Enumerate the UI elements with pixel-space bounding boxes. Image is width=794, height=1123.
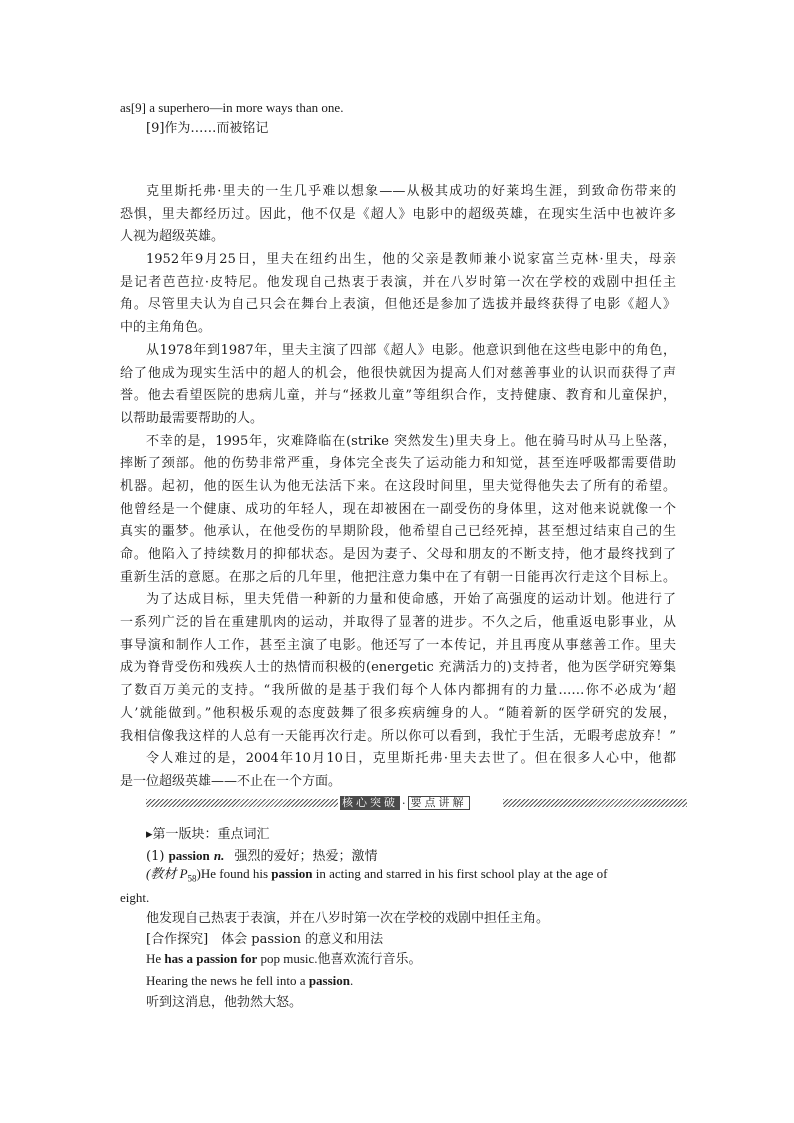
s2-keyword: passion [308, 973, 351, 988]
example-continued: eight. [120, 890, 150, 905]
vocab-entry [146, 847, 378, 866]
s2-post: . [350, 973, 354, 988]
section-label-dark: 核心突破 [342, 796, 398, 809]
text-row: 机器。起初，他的医生认为他无法活下来。在这段时间里，里夫觉得他失去了所有的希望。 [120, 478, 676, 494]
text-row: 恐惧，里夫都经历过。因此，他不仅是《超人》电影中的超级英雄，在现实生活中也被许多 [120, 206, 676, 222]
entry-meaning: 强烈的爱好；热爱；激情 [234, 849, 378, 864]
example-keyword: passion [271, 866, 313, 881]
text-row: 他曾经是一个健康、成功的年轻人，现在却被困在一副受伤的身体里，这对他来说就像一个 [120, 501, 676, 517]
s1-pre: He [146, 951, 165, 966]
s1-keyword: has a passion for [164, 951, 258, 966]
s2-pre: Hearing the news he fell into a [146, 973, 309, 988]
header-english-line: as[9] a superhero—in more ways than one. [120, 100, 344, 115]
text-row: 誉。他去看望医院的患病儿童，并与“拯救儿童”等组织合作，支持健康、教育和儿童保护， [120, 388, 676, 404]
divider-hatch-left [146, 799, 338, 807]
footnote-line: [9]作为……而被铭记 [146, 121, 269, 136]
section-label-light: 要点讲解 [408, 796, 470, 810]
text-row: 1952年9月25日，里夫在纽约出生，他的父亲是教师兼小说家富兰克林·里夫，母亲 [146, 252, 676, 268]
text-row: 为了达成目标，里夫凭借一种新的力量和使命感，开始了高强度的运动计划。他进行了 [146, 592, 676, 608]
text-row: 不幸的是，1995年，灾难降临在(strike 突然发生)里夫身上。他在骑马时从马上坠落， [146, 433, 676, 449]
example-pre: )He found his [196, 866, 272, 881]
translation-body [120, 181, 676, 794]
block-title: ▸第一版块：重点词汇 [146, 827, 270, 842]
sentence-2 [146, 972, 353, 990]
entry-word: passion [168, 848, 210, 863]
sentence-1 [146, 950, 422, 968]
text-row: 人’就能做到。”他积极乐观的态度鼓舞了很多疾病缠身的人。“随着新的医学研究的发展， [120, 705, 676, 721]
text-row: 真实的噩梦。他承认，在他受伤的早期阶段，他希望自己已经死掉，甚至想过结束自己的生 [120, 524, 676, 540]
text-row: 是一位超级英雄——不止在一个方面。 [120, 773, 342, 789]
text-row: 令人难过的是，2004年10月10日，克里斯托弗·里夫去世了。但在很多人心中，他都 [146, 751, 676, 767]
textbook-tag: (教材 P [146, 866, 188, 881]
s1-post: pop music.他喜欢流行音乐。 [257, 951, 422, 966]
sentence-2-translation: 听到这消息，他勃然大怒。 [146, 995, 303, 1010]
divider-hatch-right [503, 799, 687, 807]
text-row: 以帮助最需要帮助的人。 [120, 410, 264, 426]
textbook-example [146, 865, 674, 888]
text-row: 重新生活的意愿。在那之后的几年里，他把注意力集中在了有朝一日能再次行走这个目标上。 [120, 569, 676, 585]
text-row: 中的主角角色。 [120, 320, 212, 336]
text-row: 人视为超级英雄。 [120, 229, 225, 245]
explore-heading: [合作探究] 体会 passion 的意义和用法 [146, 932, 384, 947]
text-row: 事导演和制作人工作，甚至主演了电影。他还写了一本传记，并且再度从事慈善工作。里夫 [120, 637, 676, 653]
section-separator: · [402, 796, 406, 810]
text-row: 我相信像我这样的人总有一天能再次行走。所以你可以看到，我忙于生活，无暇考虑放弃！” [120, 728, 676, 744]
text-row: 是记者芭芭拉·皮特尼。他发现自己热衷于表演，并在八岁时第一次在学校的戏剧中担任主 [120, 274, 676, 290]
entry-pos: n. [213, 848, 225, 863]
example-translation: 他发现自己热衷于表演，并在八岁时第一次在学校的戏剧中担任主角。 [146, 911, 550, 926]
text-row: 成为脊背受伤和残疾人士的热情而积极的(energetic 充满活力的)支持者，他为医学研究筹集 [120, 660, 676, 676]
text-row: 角。尽管里夫认为自己只会在舞台上表演，但他还是参加了选拔并最终获得了电影《超人》 [120, 297, 676, 313]
textbook-page: 58 [187, 873, 197, 884]
text-row: 命。他陷入了持续数月的抑郁状态。是因为妻子、父母和朋友的不断支持，他才最终找到了 [120, 547, 676, 562]
text-row: 摔断了颈部。他的伤势非常严重，身体完全丧失了运动能力和知觉，甚至连呼吸都需要借助 [120, 456, 676, 472]
text-row: 从1978年到1987年，里夫主演了四部《超人》电影。他意识到他在这些电影中的角色， [146, 342, 676, 358]
text-row: 克里斯托弗·里夫的一生几乎难以想象——从极其成功的好莱坞生涯，到致命伤带来的 [146, 184, 676, 199]
text-row: 了数百万美元的支持。“我所做的是基于我们每个人体内都拥有的力量……你不必成为‘超 [120, 683, 676, 699]
entry-number: (1) [146, 849, 165, 864]
section-divider [146, 796, 687, 810]
section-badge [340, 796, 470, 810]
text-row: 给了他成为现实生活中的超人的机会，他很快就因为提高人们对慈善事业的认识而获得了声 [120, 365, 676, 381]
example-post: in acting and starred in his first school play at the age of [312, 866, 608, 881]
text-row: 一系列广泛的旨在重建肌肉的运动，并取得了显著的进步。不久之后，他重返电影事业，从 [120, 615, 676, 631]
